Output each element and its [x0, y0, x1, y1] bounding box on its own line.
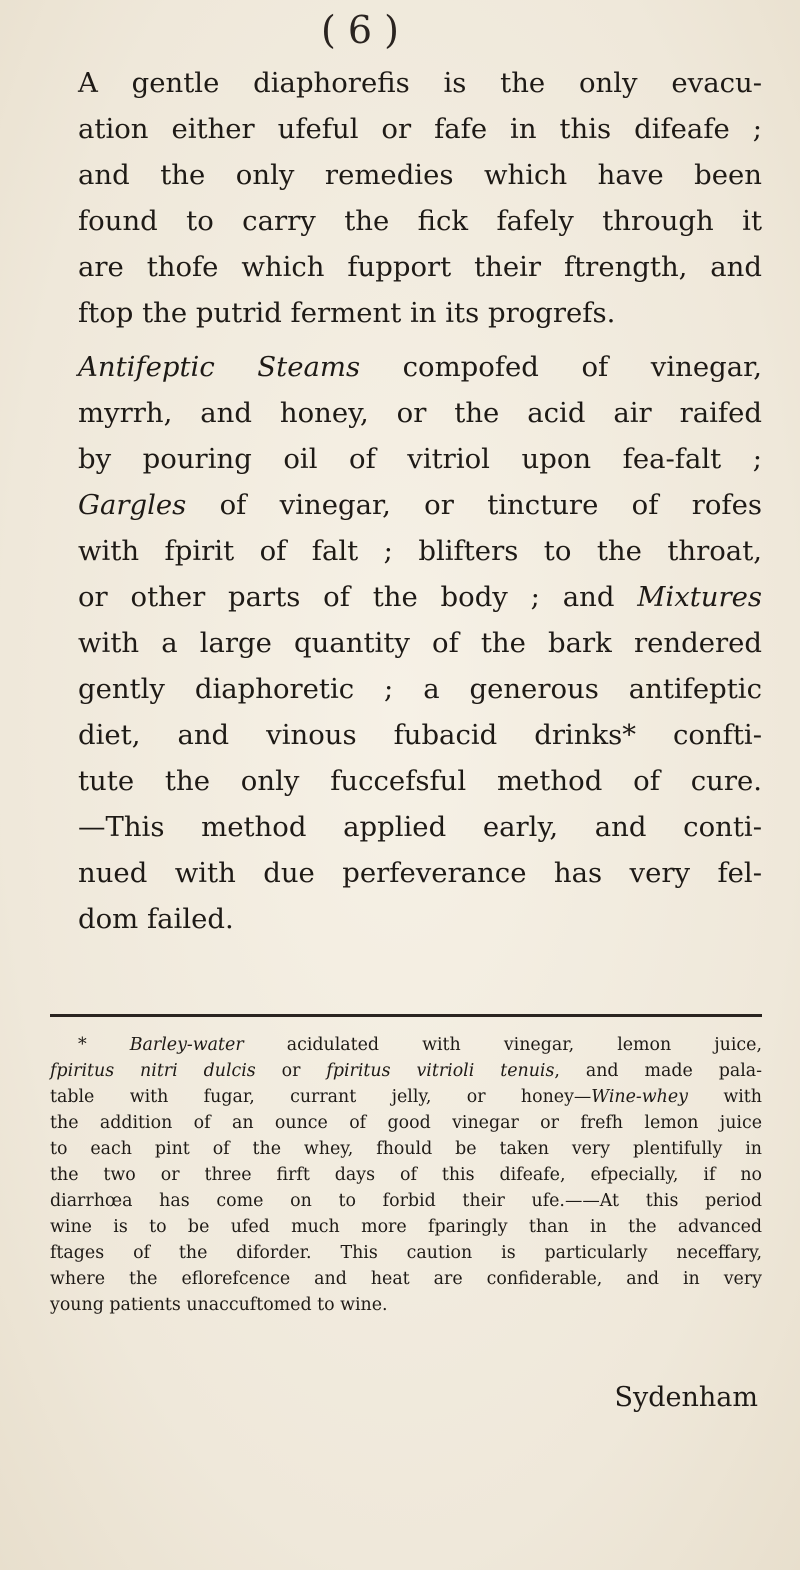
text-line: with fpirit of falt ; blifters to the throat,	[78, 535, 762, 567]
text-line: diet, and vinous fubacid drinks* confti-	[78, 719, 762, 751]
text-run: of vinegar, or tincture of rofes	[186, 489, 762, 521]
text-line: and the only remedies which have been	[78, 159, 762, 191]
main-text	[50, 60, 762, 942]
text-line: tute the only fuccefsful method of cure.	[78, 765, 762, 797]
text-line	[50, 344, 762, 390]
text-run: with	[688, 1087, 762, 1107]
text-line: by pouring oil of vitriol upon fea-falt ;	[78, 443, 762, 475]
footnote	[50, 1032, 762, 1318]
text-line: ation either ufeful or fafe in this difeafe ;	[78, 113, 762, 145]
italic-term: Antifeptic Steams	[78, 351, 361, 383]
paragraph-remedies	[50, 344, 762, 942]
paragraph-diaphoresis	[50, 60, 762, 336]
text-line	[50, 482, 762, 528]
page-number: ( 6 )	[321, 8, 399, 52]
footnote-marker: *	[78, 1035, 130, 1055]
italic-term: fpiritus vitrioli tenuis	[326, 1061, 555, 1081]
text-line: gently diaphoretic ; a generous antifeptic	[78, 673, 762, 705]
footnote-line	[50, 1058, 762, 1084]
italic-term: Barley-water	[129, 1035, 244, 1055]
text-run: or other parts of the body ; and	[78, 581, 638, 613]
footnote-line: to each pint of the whey, fhould be taken very plentifully in	[50, 1139, 762, 1159]
footnote-line: ftages of the diforder. This caution is particularly neceffary,	[50, 1243, 762, 1263]
text-line: are thofe which fupport their ftrength, and	[78, 251, 762, 283]
italic-term: Mixtures	[637, 581, 762, 613]
footnote-line: diarrhœa has come on to forbid their ufe.——At this period	[50, 1191, 762, 1211]
text-line	[50, 574, 762, 620]
italic-term: fpiritus nitri dulcis	[50, 1061, 256, 1081]
text-run: , and made pala-	[554, 1061, 763, 1081]
footnote-line: wine is to be ufed much more fparingly than in the advanced	[50, 1217, 762, 1237]
footnote-line: young patients unaccuftomed to wine.	[50, 1295, 388, 1315]
text-line: —This method applied early, and conti-	[78, 811, 762, 843]
text-run: or	[255, 1061, 327, 1081]
text-line: myrrh, and honey, or the acid air raifed	[78, 397, 762, 429]
text-line: with a large quantity of the bark rendered	[78, 627, 762, 659]
text-run: table with fugar, currant jelly, or honey—	[50, 1087, 592, 1107]
text-line: found to carry the fick fafely through it	[78, 205, 762, 237]
footnote-line	[50, 1084, 762, 1110]
footnote-line: the addition of an ounce of good vinegar or frefh lemon juice	[50, 1113, 762, 1133]
footnote-line: where the eflorefcence and heat are confiderable, and in very	[50, 1269, 762, 1289]
footnote-line: the two or three firft days of this difeafe, efpecially, if no	[50, 1165, 762, 1185]
text-line: nued with due perfeverance has very fel-	[78, 857, 762, 889]
text-run: compofed of vinegar,	[360, 351, 762, 383]
italic-term: Wine-whey	[591, 1087, 688, 1107]
footnote-line	[50, 1032, 762, 1058]
text-run: acidulated with vinegar, lemon juice,	[243, 1035, 762, 1055]
text-line: ftop the putrid ferment in its progrefs.	[78, 297, 616, 329]
footnote-divider	[50, 1014, 762, 1017]
text-line: dom failed.	[78, 903, 234, 935]
catchword: Sydenham	[614, 1382, 758, 1413]
italic-term: Gargles	[78, 489, 187, 521]
text-line: A gentle diaphorefis is the only evacu-	[78, 67, 762, 99]
